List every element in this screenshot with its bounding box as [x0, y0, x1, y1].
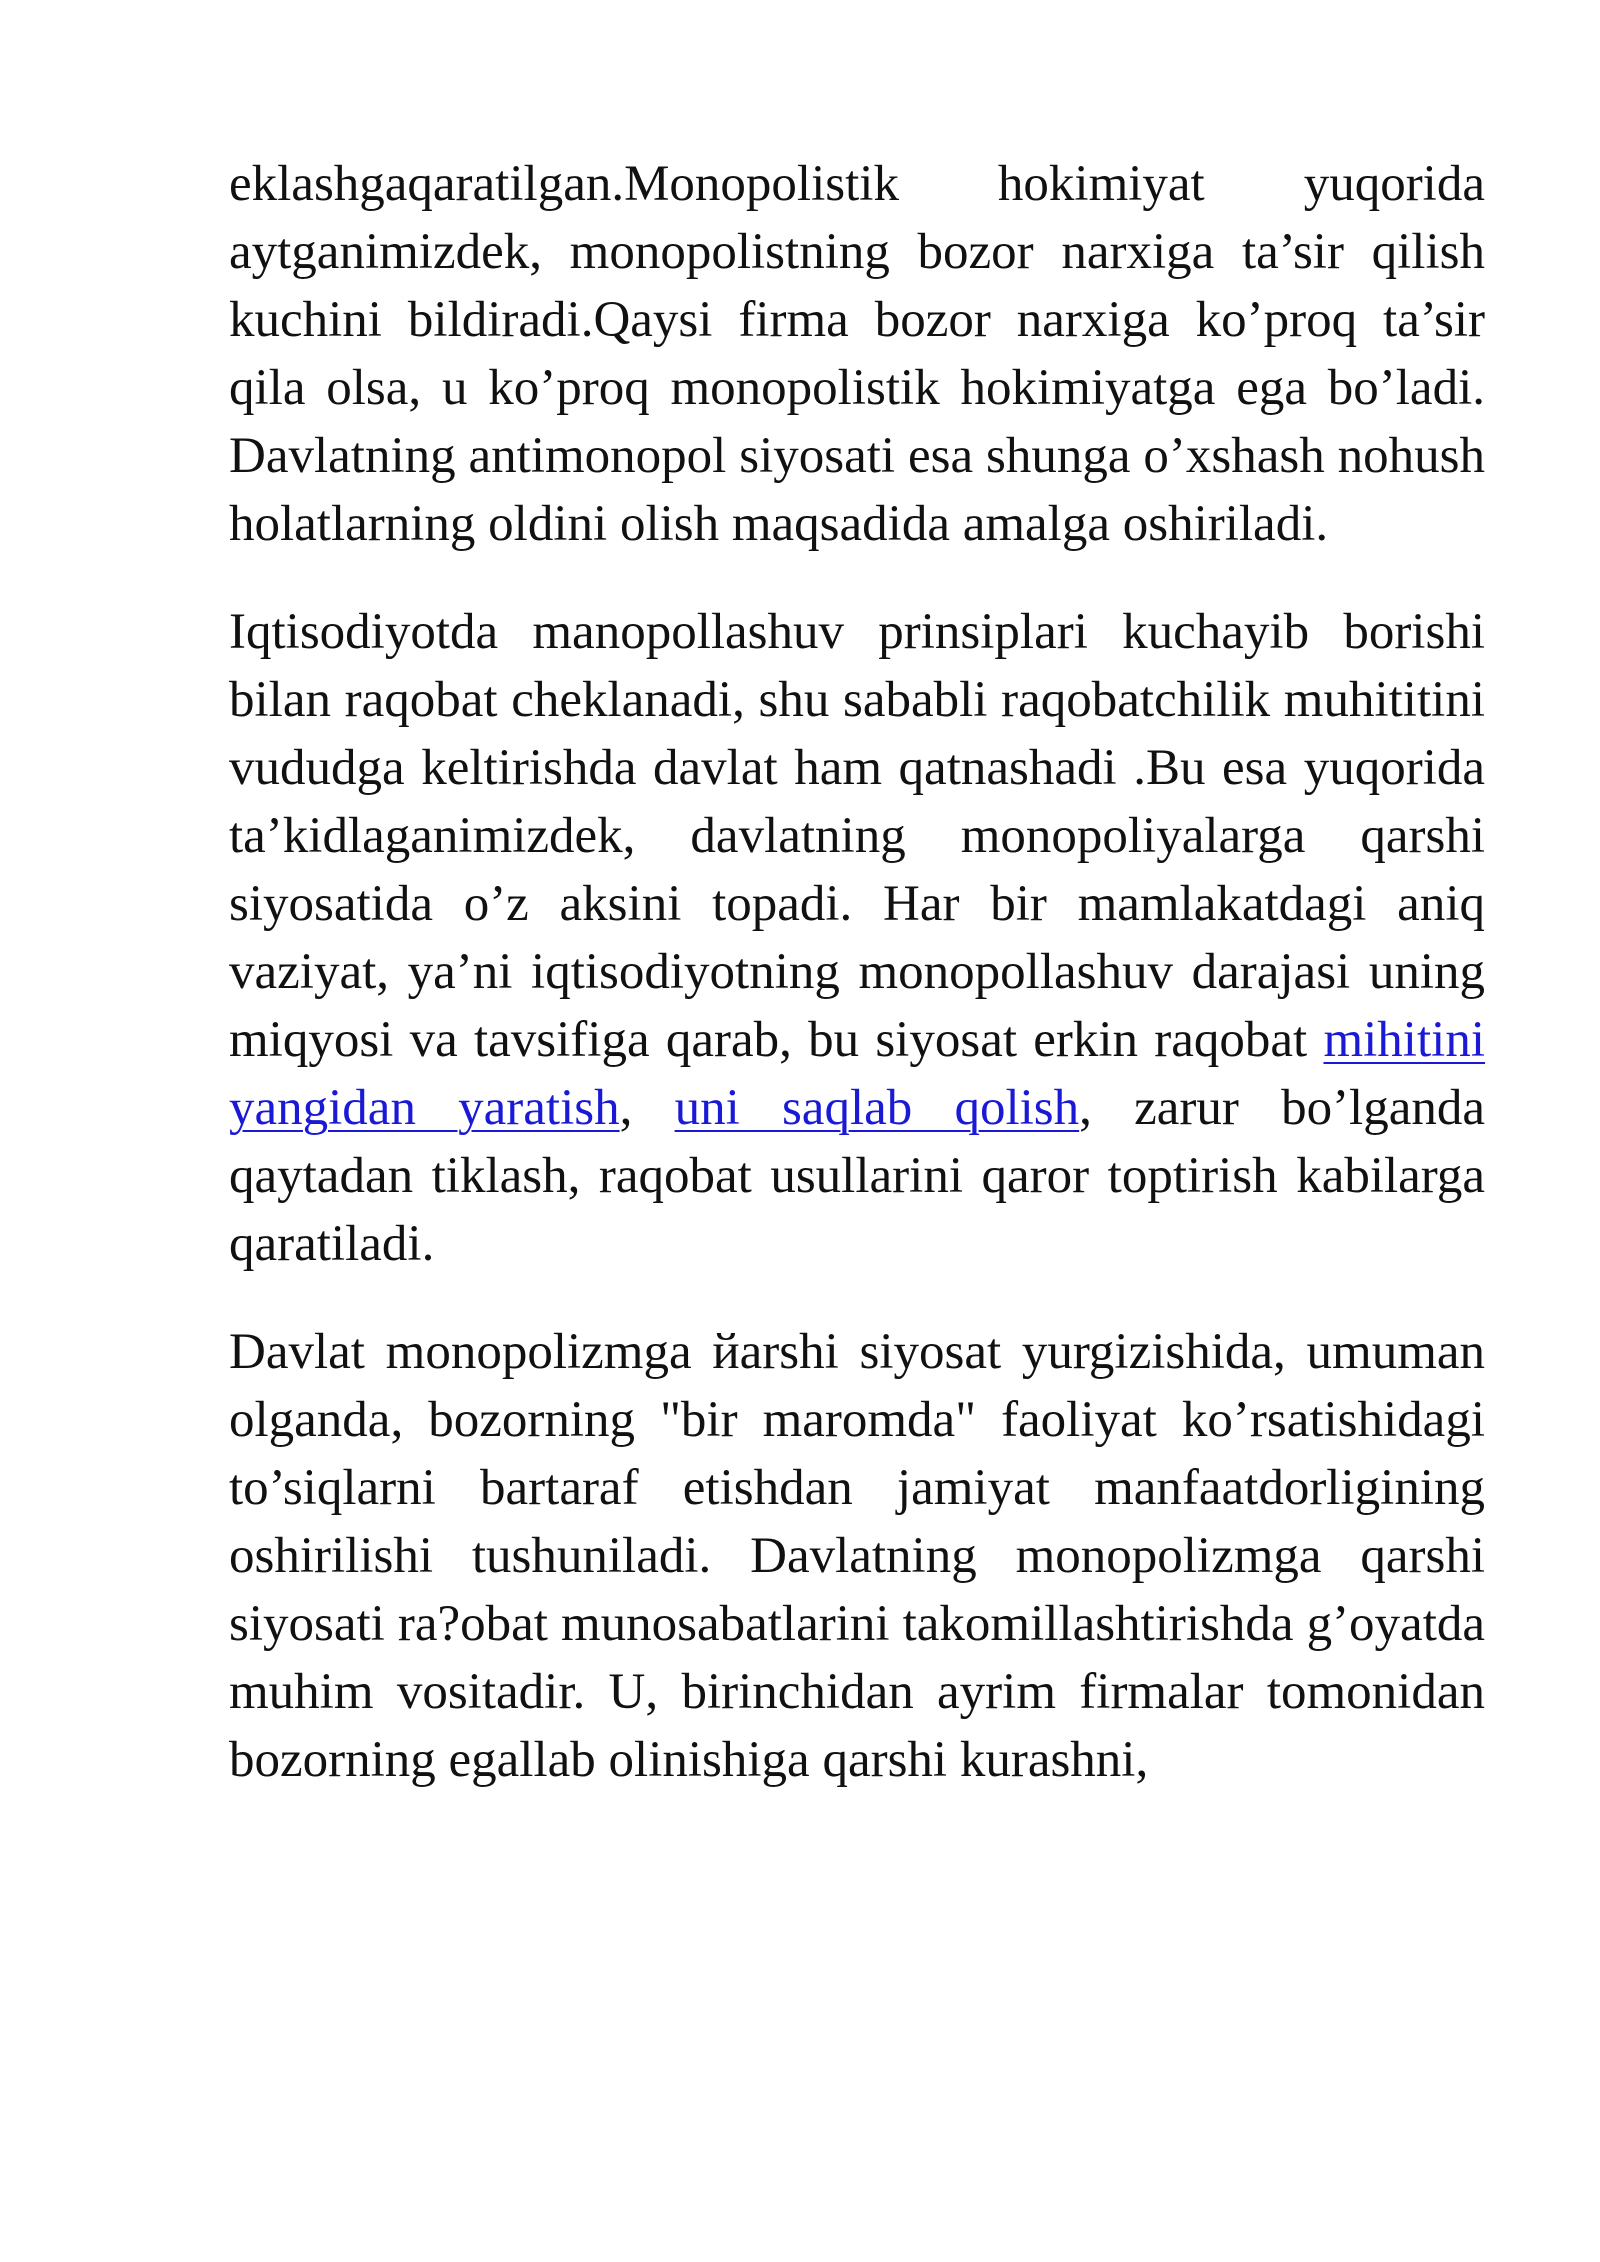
- link-recreate-environment[interactable]: mihitini yangidan yaratish: [229, 1012, 1485, 1136]
- link-separator: ,: [619, 1080, 675, 1136]
- paragraph-2-text-before: Iqtisodiyotda manopollashuv prinsiplari kuchayib borishi bilan raqobat cheklanadi, shu sababli raqobatchilik muhititini vududga keltirishda davlat ham qatnashadi .Bu esa yuqorida ta’kidlaganimizdek, davlatning monopoliyalarga qarshi siyosatida o’z aksini topadi. Har bir mamlakatdagi aniq vaziyat, ya’ni iqtisodiyotning monopollashuv darajasi uning miqyosi va tavsifiga qarab, bu siyosat erkin raqobat: [229, 604, 1485, 1068]
- paragraph-1: eklashgaqaratilgan.Monopolistik hokimiyat yuqorida aytganimizdek, monopolistning bozor narxiga ta’sir qilish kuchini bildiradi.Qaysi firma bozor narxiga ko’proq ta’sir qila olsa, u ko’proq monopolistik hokimiyatga ega bo’ladi. Davlatning antimonopol siyosati esa shunga o’xshash nohush holatlarning oldini olish maqsadida amalga oshiriladi.: [229, 156, 1485, 552]
- paragraph-2-text-after: , zarur bo’lganda qaytadan tiklash, raqobat usullarini qaror toptirish kabilarga qaratiladi.: [229, 1080, 1485, 1272]
- paragraph-2: [229, 598, 1485, 1278]
- paragraph-3: Davlat monopolizmga йarshi siyosat yurgizishida, umuman olganda, bozorning "bir maromda" faoliyat ko’rsatishidagi to’siqlarni bartaraf etishdan jamiyat manfaatdorligining oshirilishi tushuniladi. Davlatning monopolizmga qarshi siyosati ra?obat munosabatlarini takomillashtirishda g’oyatda muhim vositadir. U, birinchidan ayrim firmalar tomonidan bozorning egallab olinishiga qarshi kurashni,: [229, 1324, 1485, 1788]
- document-page: [229, 150, 1485, 1834]
- link-preserve-it[interactable]: uni saqlab qolish: [674, 1080, 1080, 1136]
